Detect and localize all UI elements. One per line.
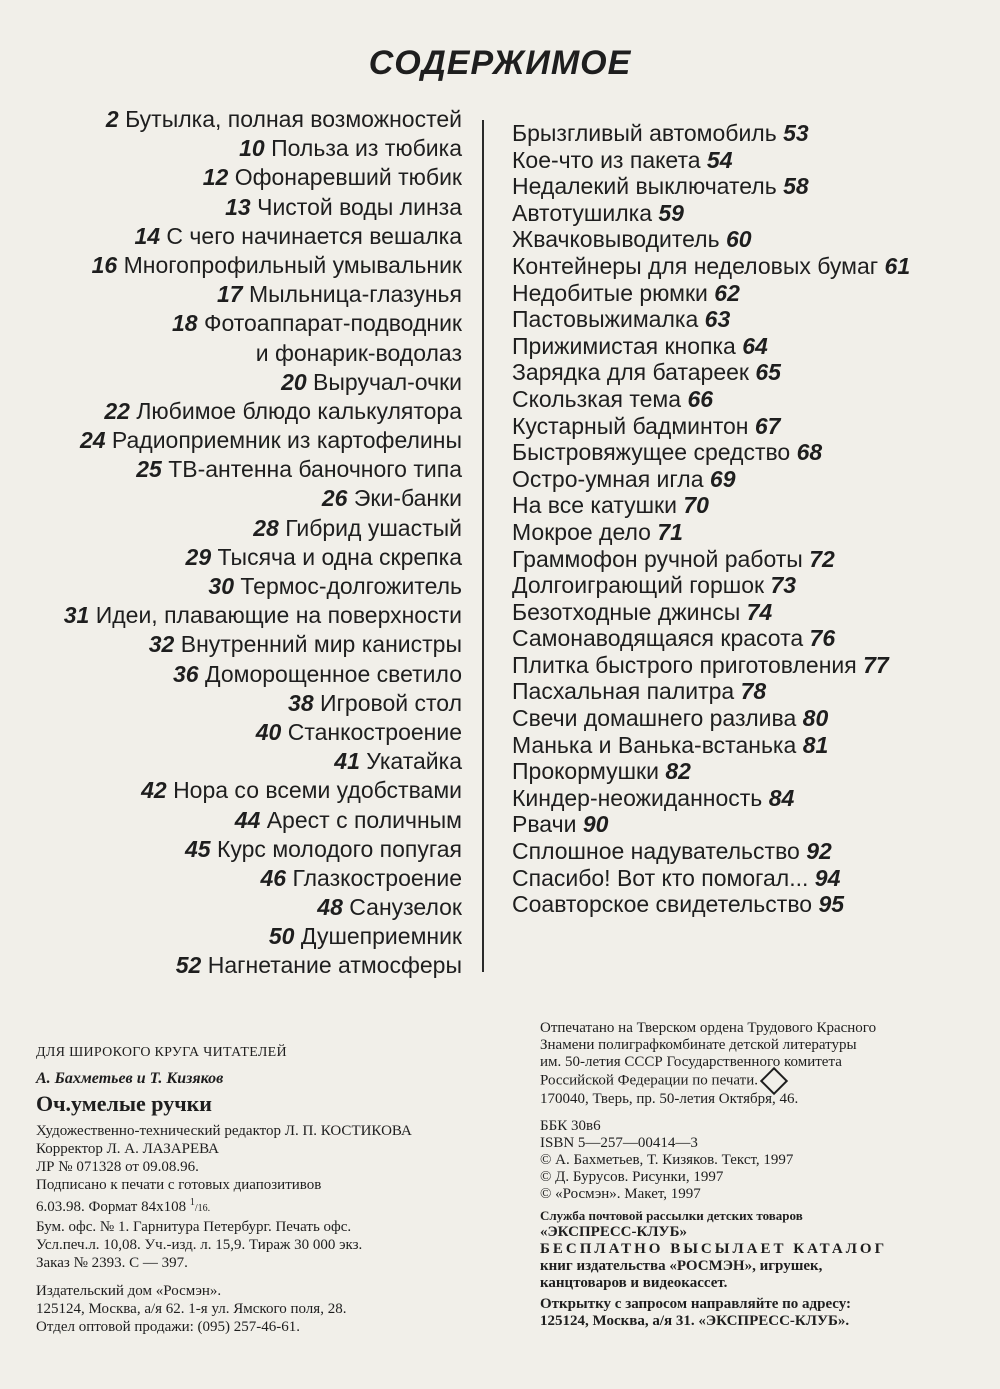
toc-page-number: 78 [740,678,767,705]
toc-page-number: 44 [234,806,261,833]
toc-item-title: Многопрофильный умывальник [123,251,462,278]
toc-page-number: 32 [148,631,175,658]
toc-item [30,690,462,719]
toc-item-title: Рвачи [512,811,577,838]
toc-item [512,625,932,652]
toc-item [512,173,932,200]
toc-item-title: ТВ-антенна баночного типа [168,456,462,483]
toc-item-title: Сплошное надувательство [512,838,800,865]
license-line: ЛР № 071328 от 09.08.96. [36,1159,199,1175]
toc-item-title: Душеприемник [300,923,462,950]
authors: А. Бахметьев и Т. Кизяков [36,1070,224,1087]
column-divider [482,120,484,972]
toc-page-number: 95 [818,891,845,918]
toc-item [30,223,462,252]
toc-page-number: 58 [783,173,809,200]
toc-item-title: Идеи, плавающие на поверхности [95,602,462,629]
toc-item [512,333,932,360]
toc-page-number: 82 [665,758,691,785]
toc-page-number: 64 [742,332,768,359]
toc-item [30,398,462,427]
toc-item-title: Плитка быстрого приготовления [512,651,857,678]
toc-item [30,544,462,573]
toc-page-number: 59 [658,199,684,226]
toc-item-title: Польза из тюбика [271,135,462,162]
toc-item [512,120,932,147]
toc-item-title: Зарядка для батареек [512,359,749,386]
toc-item-title: Прижимистая кнопка [512,332,736,359]
toc-page-number: 70 [683,492,709,519]
toc-page-number: 42 [141,777,167,804]
toc-page-number: 66 [687,385,714,412]
toc-item [30,106,462,135]
toc-page-number: 48 [317,894,343,921]
toc-page-number: 17 [216,281,243,308]
toc-item [30,427,462,456]
toc-page-number: 72 [809,545,835,572]
toc-page-number: 74 [746,598,773,625]
toc-item [30,310,462,339]
toc-item-title: и фонарик-водолаз [255,339,462,366]
copyright-2: © Д. Бурусов. Рисунки, 1997 [540,1169,724,1185]
toc-page-number: 28 [253,514,279,541]
wholesale-line: Отдел оптовой продажи: (095) 257-46-61. [36,1319,301,1335]
toc-page-number: 63 [704,306,731,333]
toc-item [512,572,932,599]
toc-item [30,515,462,544]
toc-item-title: Чистой воды линза [257,193,462,220]
toc-item [512,652,932,679]
toc-item-title: Фотоаппарат-подводник [203,310,462,337]
toc-page-number: 62 [714,279,740,306]
copyright-1: © А. Бахметьев, Т. Кизяков. Текст, 1997 [540,1152,794,1168]
toc-item-title: Любимое блюдо калькулятора [136,397,462,424]
toc-page-number: 54 [706,146,733,173]
toc-item [30,135,462,164]
toc-item-title: Нора со всеми удобствами [173,777,462,804]
toc-page-number: 60 [725,226,752,253]
toc-item-title: Арест с поличным [266,806,462,833]
toc-item-title: Недобитые рюмки [512,279,708,306]
toc-page-number: 76 [809,625,836,652]
toc-item-title: Брызгливый автомобиль [512,120,777,146]
toc-page-number: 68 [796,439,823,466]
toc-item-title: Термос-долгожитель [240,573,462,599]
toc-page-number: 12 [202,164,229,191]
toc-page-number: 24 [79,427,106,454]
toc-item [30,340,462,369]
address-line: 125124, Москва, а/я 62. 1-я ул. Ямского поля, 28. [36,1301,347,1317]
toc-page-number: 50 [268,923,295,950]
toc-item-title: Недалекий выключатель [512,173,777,200]
printed-line-2: Знамени полиграфкомбинате детской литературы [540,1037,857,1053]
printed-line-5: 170040, Тверь, пр. 50-летия Октября, 46. [540,1091,799,1107]
toc-item-title: Контейнеры для неделовых бумаг [512,252,879,279]
toc-page-number: 69 [709,465,736,492]
toc-page-number: 52 [175,952,202,979]
toc-item [512,758,932,785]
toc-item [30,719,462,748]
books-line-2: канцтоваров и видеокассет. [540,1275,728,1291]
toc-page-number: 16 [91,251,118,278]
toc-item [30,602,462,631]
toc-item-title: Внутренний мир канистры [180,631,462,658]
printed-line-4 [540,1071,940,1091]
toc-item [30,777,462,806]
toc-item [30,456,462,485]
toc-item [30,748,462,777]
toc-item [512,865,932,892]
toc-item [512,599,932,626]
toc-page-number: 46 [260,864,287,891]
toc-page-number: 14 [134,222,161,249]
printed-line-4-text: Российской Федерации по печати. [540,1072,758,1089]
toc-page-number: 38 [288,689,314,716]
corrector-line: Корректор Л. А. ЛАЗАРЕВА [36,1141,219,1157]
toc-page-number: 31 [63,602,90,629]
toc-item [512,253,932,280]
toc-right-column [512,120,932,918]
toc-item [512,891,932,918]
toc-item [30,164,462,193]
toc-item-title: Мокрое дело [512,518,651,545]
order-line: Заказ № 2393. С — 397. [36,1255,188,1271]
toc-page-number: 65 [755,359,781,386]
imprint-right [540,1020,940,1330]
editor-line: Художественно-технический редактор Л. П. КОСТИКОВА [36,1123,412,1139]
toc-item-title: Тысяча и одна скрепка [217,543,462,570]
toc-item [30,661,462,690]
format-sup: 1 [189,1197,195,1208]
club-line: «ЭКСПРЕСС-КЛУБ» [540,1224,687,1240]
toc-page-number: 26 [321,485,348,512]
toc-item-title: Станкостроение [287,718,462,745]
books-line-1: книг издательства «РОСМЭН», игрушек, [540,1258,823,1274]
copyright-3: © «Росмэн». Макет, 1997 [540,1186,701,1202]
toc-item [30,952,462,981]
format-prefix: 6.03.98. Формат 84х108 [36,1199,187,1215]
toc-item [512,811,932,838]
toc-item-title: Быстровяжущее средство [512,439,791,466]
toc-item-title: Нагнетание атмосферы [207,952,462,979]
toc-item-title: Гибрид ушастый [285,514,462,541]
audience-note: ДЛЯ ШИРОКОГО КРУГА ЧИТАТЕЛЕЙ [36,1045,287,1060]
toc-item-title: Остро-умная игла [512,465,704,492]
toc-item-title: Эки-банки [353,485,462,512]
toc-page-number: 10 [239,135,265,162]
paper-line: Бум. офс. № 1. Гарнитура Петербург. Печать офс. [36,1219,352,1235]
toc-item-title: Безотходные джинсы [512,598,741,625]
toc-item [30,923,462,952]
toc-item [512,705,932,732]
toc-item [512,546,932,573]
toc-item-title: Выручал-очки [313,368,462,395]
toc-item-title: Автотушилка [512,199,652,226]
toc-page-number: 73 [770,572,797,599]
toc-page-number: 81 [802,731,829,758]
toc-item [30,194,462,223]
toc-item [30,894,462,923]
toc-item-title: Свечи домашнего разлива [512,705,797,732]
toc-page-number: 84 [768,784,795,811]
toc-item [30,631,462,660]
toc-page-number: 61 [884,252,911,279]
book-title: Оч.умелые ручки [36,1091,212,1116]
toc-item-title: Бутылка, полная возможностей [125,106,462,132]
toc-item [512,678,932,705]
toc-left-column [30,106,462,982]
toc-item-title: Радиоприемник из картофелины [111,427,462,454]
toc-item-title: Скользкая тема [512,385,682,412]
toc-page-number: 13 [225,193,251,220]
format-suffix: /16. [194,1203,211,1214]
service-line: Служба почтовой рассылки детских товаров [540,1208,803,1223]
toc-item-title: Игровой стол [320,689,462,716]
toc-item [512,226,932,253]
toc-item [512,466,932,493]
toc-item-title: Офонаревший тюбик [234,164,462,191]
toc-item [512,386,932,413]
toc-page-number: 2 [105,106,119,132]
format-line [36,1194,506,1218]
toc-item [512,785,932,812]
toc-item-title: Граммофон ручной работы [512,545,803,572]
toc-item-title: Соавторское свидетельство [512,891,813,918]
toc-item-title: Санузелок [349,894,462,921]
toc-item [512,147,932,174]
toc-item [30,836,462,865]
toc-item-title: Прокормушки [512,758,659,785]
printed-line-1: Отпечатано на Тверском ордена Трудового Красного [540,1020,877,1036]
toc-item-title: Спасибо! Вот кто помогал... [512,864,809,891]
toc-item-title: Доморощенное светило [205,660,462,687]
toc-item-title: Пастовыжималка [512,306,699,333]
toc-item-title: Мыльница-глазунья [248,281,462,308]
toc-item-title: Киндер-неожиданность [512,784,763,811]
send-line-2: 125124, Москва, а/я 31. «ЭКСПРЕСС-КЛУБ». [540,1313,850,1329]
toc-item-title: Кустарный бадминтон [512,412,749,439]
printed-line-3: им. 50-летия СССР Государственного комитета [540,1054,842,1070]
toc-page-number: 25 [136,456,162,483]
toc-item [30,573,462,602]
catalog-line: БЕСПЛАТНО ВЫСЫЛАЕТ КАТАЛОГ [540,1241,888,1257]
toc-item [512,359,932,386]
send-line-1: Открытку с запросом направляйте по адресу: [540,1296,852,1312]
toc-page-number: 92 [806,838,832,865]
toc-item [512,519,932,546]
toc-item [30,485,462,514]
toc-page-number: 80 [802,705,829,732]
toc-item-title: Пасхальная палитра [512,678,735,705]
toc-item [512,306,932,333]
toc-page-number: 29 [185,543,212,570]
toc-item [30,807,462,836]
toc-page-number: 30 [208,573,235,599]
isbn-line: ISBN 5—257—00414—3 [540,1135,698,1151]
toc-item [30,369,462,398]
toc-page-number: 53 [783,120,809,146]
toc-page-number: 36 [173,660,199,687]
toc-page-number: 22 [104,397,130,424]
toc-item-title: Долгоиграющий горшок [512,572,765,599]
sheets-line: Усл.печ.л. 10,08. Уч.-изд. л. 15,9. Тираж 30 000 экз. [36,1237,363,1253]
toc-item [30,252,462,281]
toc-item-title: Укатайка [366,748,462,775]
toc-item-title: Глазкостроение [292,864,462,891]
toc-page-number: 94 [814,864,841,891]
toc-page-number: 67 [754,412,781,439]
toc-page-number: 90 [582,811,609,838]
toc-page-number: 41 [334,748,360,775]
toc-item [512,413,932,440]
toc-item-title: Жвачковыводитель [512,226,720,253]
toc-page-number: 18 [171,310,198,337]
toc-page-number: 20 [281,368,307,395]
toc-item-title: Самонаводящаяся красота [512,625,804,652]
toc-item [512,439,932,466]
toc-item [512,200,932,227]
toc-page-number: 77 [863,651,889,678]
toc-item-title: С чего начинается вешалка [166,222,462,249]
toc-page-number: 40 [255,718,282,745]
signed-line: Подписано к печати с готовых диапозитивов [36,1177,322,1193]
toc-item [512,492,932,519]
toc-page-number: 45 [185,835,211,862]
bbk-line: ББК 30в6 [540,1118,601,1134]
toc-item [512,280,932,307]
toc-item-title: Курс молодого попугая [217,835,462,862]
page-title: СОДЕРЖИМОЕ [368,44,632,82]
imprint-left [36,1044,506,1336]
toc-item-title: Кое-что из пакета [512,146,701,173]
toc-item [30,865,462,894]
toc-item [512,838,932,865]
toc-item [30,281,462,310]
toc-item-title: На все катушки [512,492,677,519]
toc-item [512,732,932,759]
toc-item-title: Манька и Ванька-встанька [512,731,797,758]
toc-page-number: 71 [657,518,683,545]
publisher-line: Издательский дом «Росмэн». [36,1283,222,1299]
